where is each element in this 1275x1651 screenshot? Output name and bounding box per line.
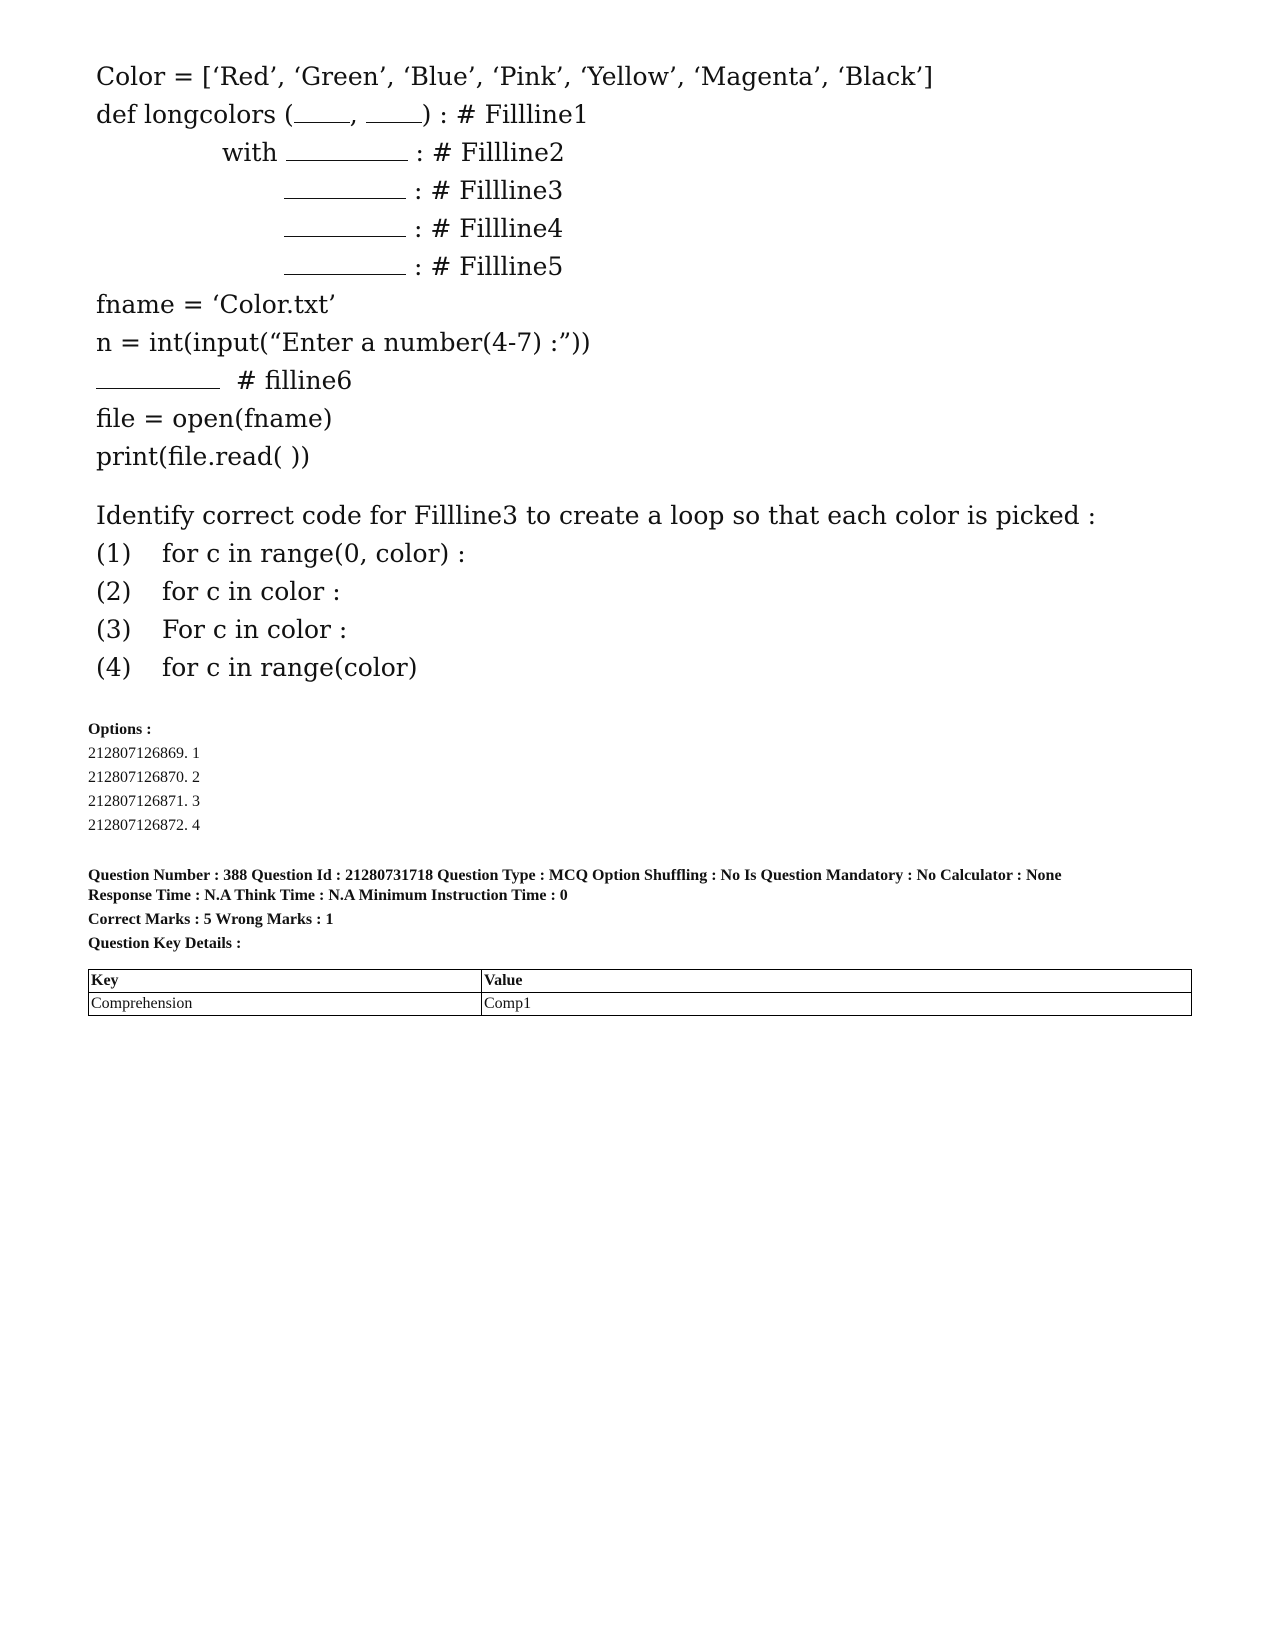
option-item: 212807126871. 3 — [88, 793, 200, 810]
code-line-11: print(file.read( )) — [96, 442, 311, 471]
code-line-4-suffix: : # Fillline3 — [413, 176, 564, 205]
choice-text: for c in color : — [162, 577, 341, 606]
option-item: 212807126869. 1 — [88, 745, 200, 762]
choice-text: for c in range(color) — [162, 653, 418, 682]
question-meta-line-2: Response Time : N.A Think Time : N.A Minimum Instruction Time : 0 — [88, 887, 568, 904]
choice-number: (2) — [96, 577, 132, 606]
code-line-6-suffix: : # Fillline5 — [413, 252, 564, 281]
code-line-3-suffix: : # Fillline2 — [415, 138, 565, 167]
code-line-2-suffix: ) : # Fillline1 — [421, 100, 589, 129]
choice-2 — [96, 577, 341, 607]
table-cell-key: Comprehension — [89, 993, 482, 1016]
key-details-table — [88, 969, 1192, 1016]
fill-blank — [284, 272, 406, 275]
code-line-2-sep: , — [349, 100, 358, 129]
code-line-9-suffix: # filline6 — [235, 366, 353, 395]
choice-1 — [96, 539, 466, 569]
code-line-3 — [222, 138, 565, 168]
choice-3 — [96, 615, 347, 645]
table-row — [89, 993, 1192, 1016]
code-line-4 — [284, 176, 563, 206]
option-item: 212807126872. 4 — [88, 817, 200, 834]
code-line-10: file = open(fname) — [96, 404, 333, 433]
code-line-5 — [284, 214, 563, 244]
choice-text: for c in range(0, color) : — [162, 539, 466, 568]
code-line-8: n = int(input(“Enter a number(4-7) :”)) — [96, 328, 591, 357]
fill-blank — [286, 158, 408, 161]
table-header-key: Key — [89, 970, 482, 993]
fill-blank — [294, 120, 350, 123]
question-prompt: Identify correct code for Fillline3 to create a loop so that each color is picked : — [96, 501, 1097, 530]
marks-line: Correct Marks : 5 Wrong Marks : 1 — [88, 911, 334, 928]
code-line-1: Color = [‘Red’, ‘Green’, ‘Blue’, ‘Pink’, ‘Yellow’, ‘Magenta’, ‘Black’] — [96, 62, 934, 91]
code-line-9 — [96, 366, 352, 396]
code-line-7: fname = ‘Color.txt’ — [96, 290, 337, 319]
options-heading: Options : — [88, 721, 152, 738]
code-line-6 — [284, 252, 563, 282]
code-line-5-suffix: : # Fillline4 — [413, 214, 564, 243]
code-line-3-prefix: with — [222, 138, 278, 167]
table-header-row — [89, 970, 1192, 993]
choice-4 — [96, 653, 418, 683]
option-item: 212807126870. 2 — [88, 769, 200, 786]
choice-number: (1) — [96, 539, 132, 568]
fill-blank — [284, 196, 406, 199]
choice-text: For c in color : — [162, 615, 348, 644]
fill-blank — [366, 120, 422, 123]
fill-blank — [284, 234, 406, 237]
table-header-value: Value — [482, 970, 1192, 993]
code-line-2 — [96, 100, 589, 130]
choice-number: (4) — [96, 653, 132, 682]
code-line-2-prefix: def longcolors ( — [96, 100, 294, 129]
fill-blank — [96, 386, 220, 389]
choice-number: (3) — [96, 615, 132, 644]
question-meta-line-1: Question Number : 388 Question Id : 21280731718 Question Type : MCQ Option Shuffling : No Is Question Mandatory : No Calculator : None — [88, 867, 1062, 884]
table-cell-value: Comp1 — [482, 993, 1192, 1016]
key-details-heading: Question Key Details : — [88, 935, 242, 952]
